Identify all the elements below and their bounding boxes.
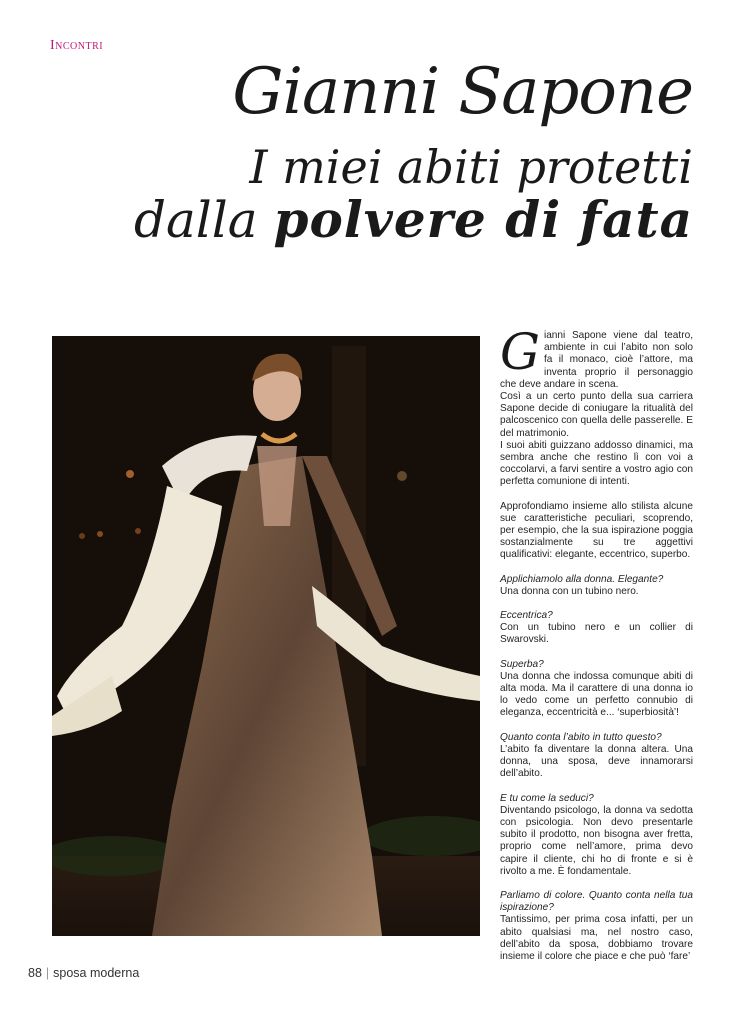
page-footer: [28, 966, 139, 980]
headline-line3-light: dalla: [133, 191, 258, 249]
runway-photo: [52, 336, 480, 936]
headline-line3: [134, 190, 693, 249]
interview-answer: L’abito fa diventare la donna altera. Una donna, una sposa, deve innamorarsi dell’abito.: [500, 743, 693, 780]
article-paragraph: I suoi abiti guizzano addosso dinamici, ma sembra anche che restino lì con voi a coccolarvi, a farvi sentire a vostro agio con perfetta comunione di intenti.: [500, 439, 693, 488]
headline-subtitle: I miei abiti protetti: [249, 140, 693, 194]
interview-answer: Una donna che indossa comunque abiti di alta moda. Ma il carattere di una donna io lo vedo come un perfetto connubio di eleganza, eccentricità e... ‘superbiosità’!: [500, 670, 693, 719]
headline-line3-bold: polvere di fata: [273, 190, 693, 249]
interview-answer: Con un tubino nero e un collier di Swarovski.: [500, 622, 693, 646]
page-number: 88: [28, 966, 42, 980]
drop-cap: G: [500, 323, 540, 381]
interview-question: Quanto conta l’abito in tutto questo?: [500, 731, 662, 743]
lead-name: ianni Sapone: [543, 330, 607, 341]
interview-answer: Una donna con un tubino nero.: [500, 585, 639, 597]
interview-answer: Diventando psicologo, la donna va sedotta con psicologia. Non devo presentarle subito il prodotto, non bisogna aver fretta, proprio come nell’amore, prima devo capire il cliente, chi ho di fronte e si è rivolto a me. È fondamentale.: [500, 804, 693, 877]
article-lead-paragraph: [500, 323, 693, 391]
interview-question: Applichiamolo alla donna. Elegante?: [500, 573, 664, 585]
headline-name: Gianni Sapone: [232, 55, 693, 129]
magazine-name: sposa moderna: [53, 966, 140, 980]
article-paragraph: Così a un certo punto della sua carriera Sapone decide di coniugare la ritualità del palcoscenico con quella delle passerelle. E del matrimonio.: [500, 391, 693, 439]
article-paragraph: Approfondiamo insieme allo stilista alcune sue caratteristiche peculiari, scoprendo, per esempio, che la sua ispirazione poggia sostanzialmente su tre aggettivi qualificativi: elegante, eccentrico, superbo.: [500, 500, 693, 561]
footer-separator: |: [45, 966, 50, 980]
interview-question: Parliamo di colore. Quanto conta nella tua ispirazione?: [500, 889, 693, 914]
interview-question: E tu come la seduci?: [500, 792, 594, 804]
section-label: Incontri: [50, 38, 104, 53]
article-body: [500, 323, 693, 963]
interview-answer: Tantissimo, per prima cosa infatti, per un abito qualsiasi ma, nel nostro caso, dell’abito da sposa, dobbiamo trovare insieme il colore che piace e che può ‘fare’: [500, 914, 693, 962]
interview-question: Eccentrica?: [500, 610, 553, 622]
lead-text: viene dal teatro, ambiente in cui l’abito non solo fa il monaco, cioè l’attore, ma inventa proprio il personaggio che deve andare in scena.: [500, 330, 693, 390]
interview-question: Superba?: [500, 658, 544, 670]
